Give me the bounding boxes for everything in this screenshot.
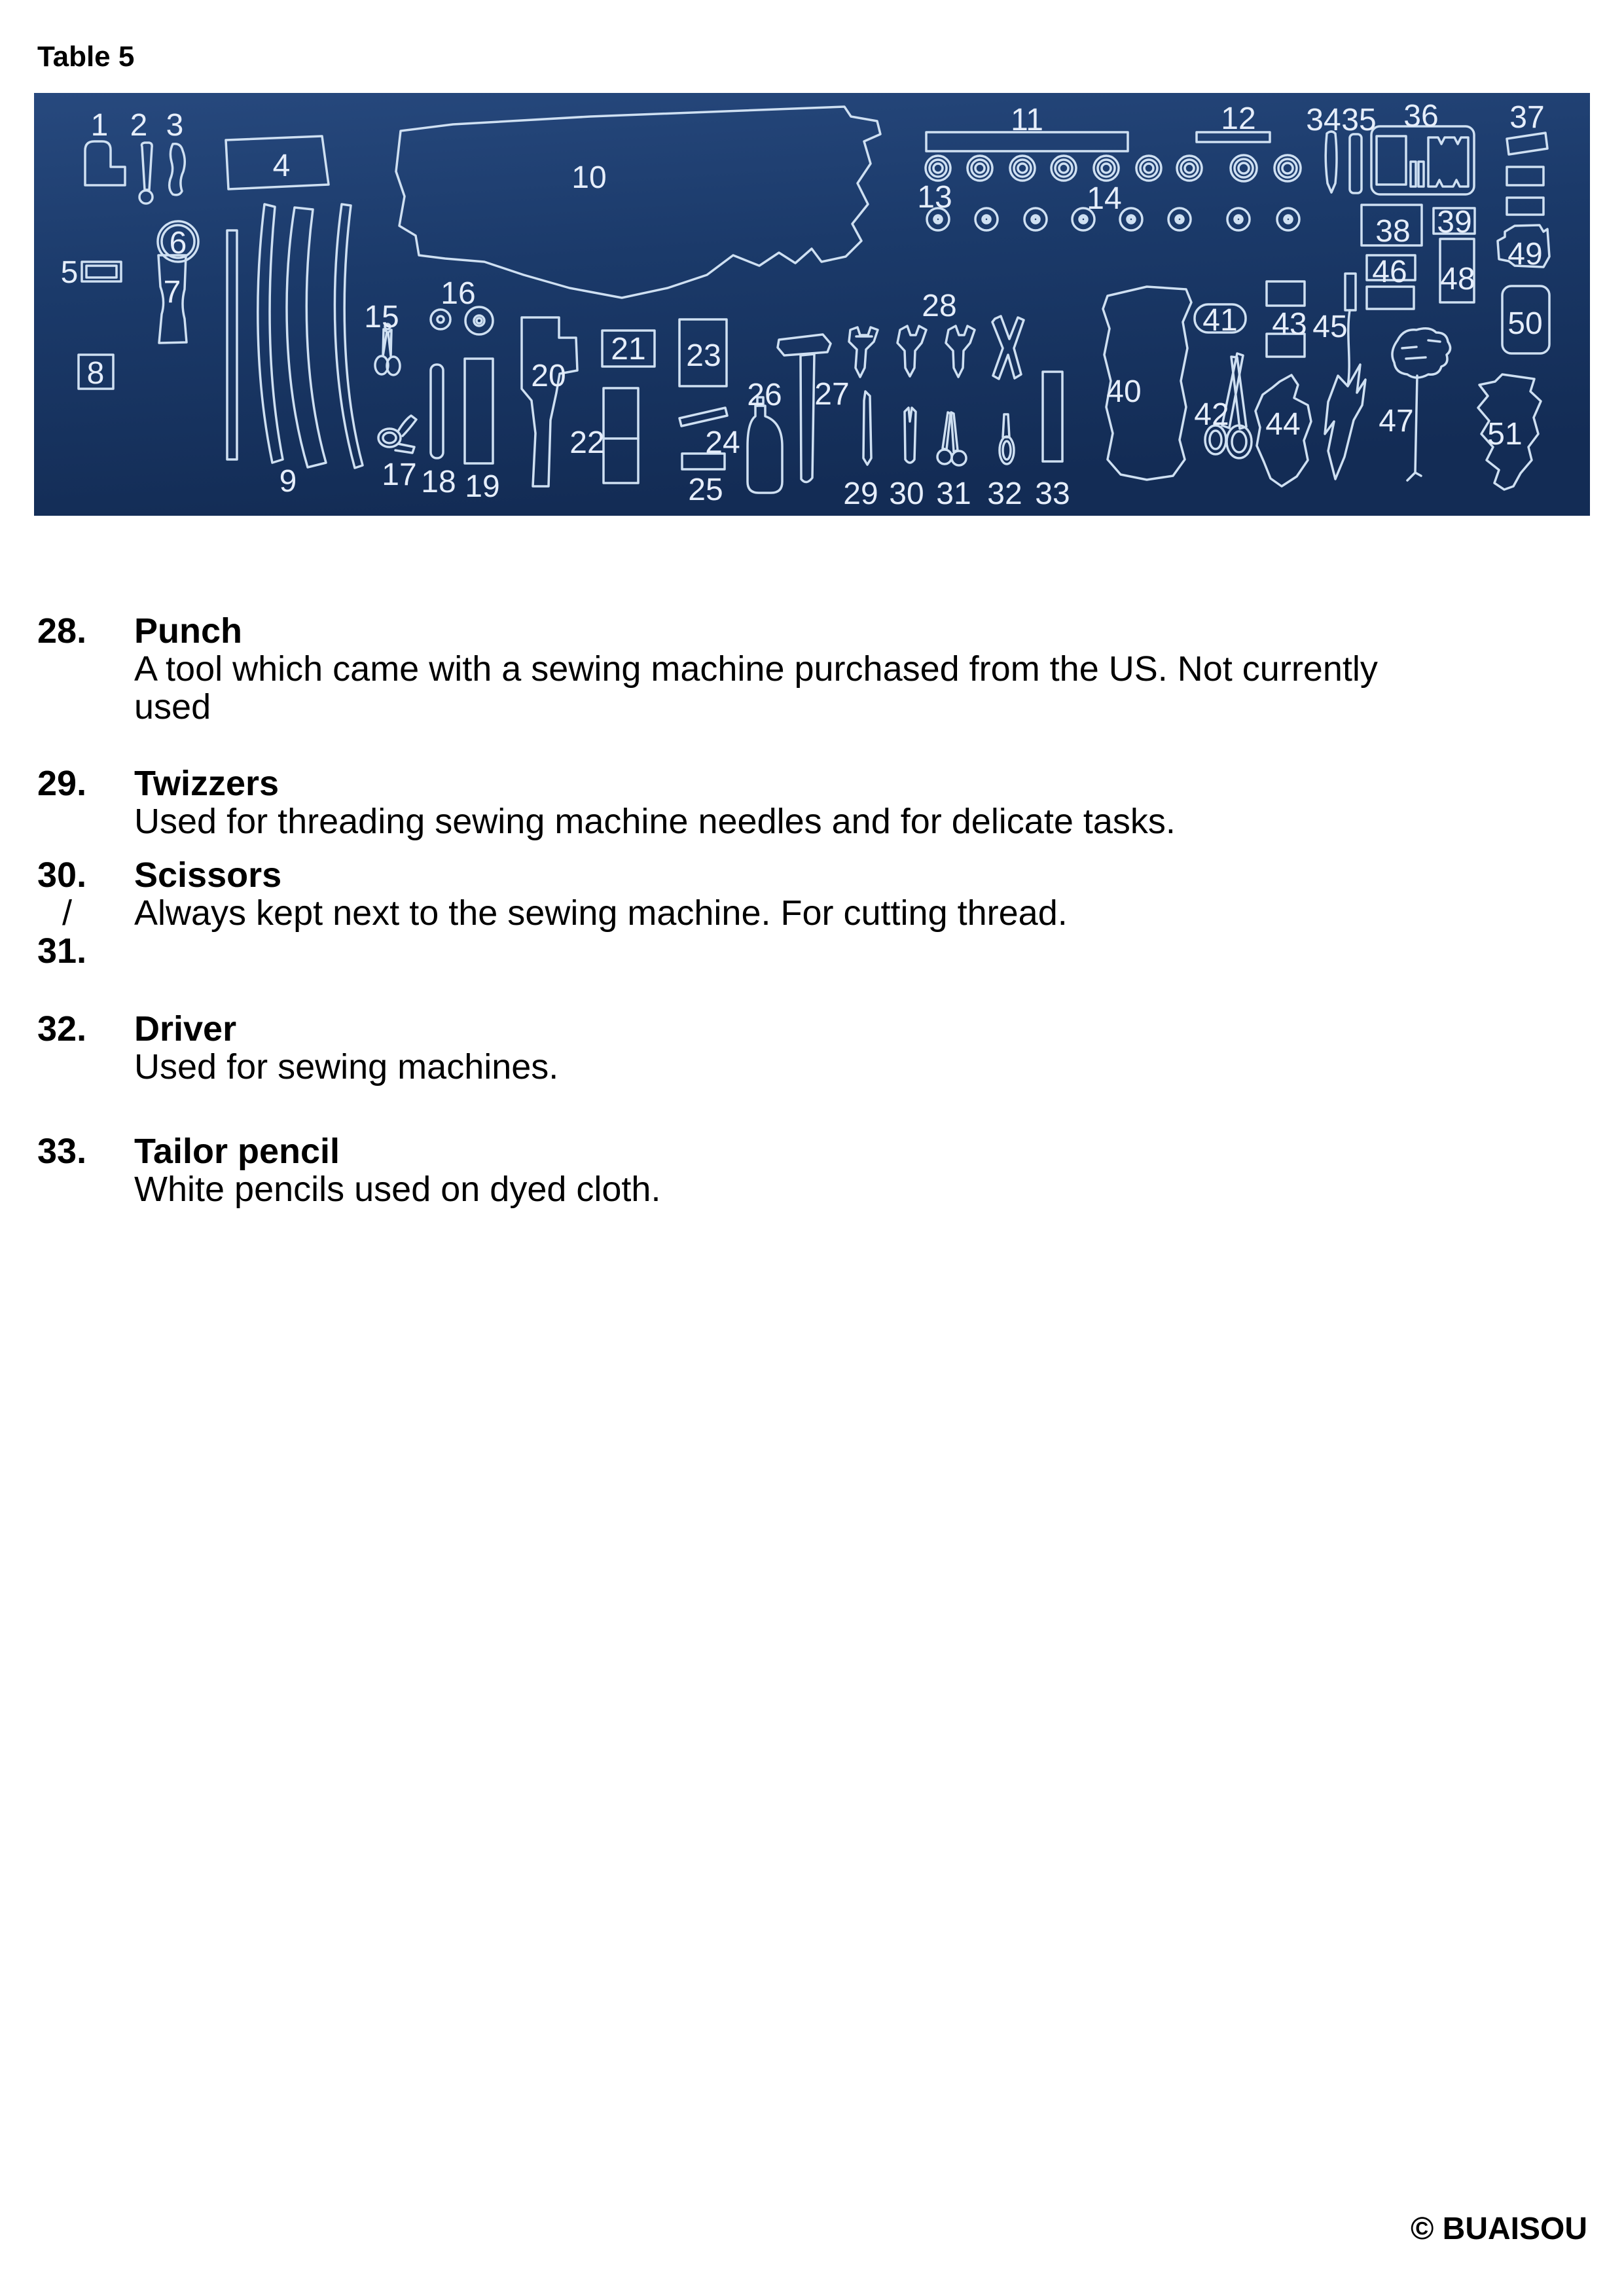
- figure-label-30: 30: [889, 476, 924, 511]
- item-description-line: Used for sewing machines.: [134, 1047, 559, 1086]
- figure-label-23: 23: [686, 338, 721, 373]
- figure-label-1: 1: [90, 108, 109, 143]
- figure-label-15: 15: [364, 300, 399, 334]
- item-text-column: [134, 856, 1569, 970]
- item-text-column: [134, 612, 1569, 726]
- item-title: Punch: [134, 611, 243, 651]
- item-number-column: [37, 1132, 134, 1208]
- list-item-29: [37, 764, 1569, 840]
- item-number-slash: /: [62, 893, 73, 933]
- item-description-line: Always kept next to the sewing machine. For cutting thread.: [134, 893, 1068, 933]
- item-number: 28.: [37, 611, 87, 651]
- figure-label-27: 27: [814, 377, 850, 412]
- tool-description-list: [37, 612, 1569, 1208]
- list-item-28: [37, 612, 1569, 726]
- figure-label-37: 37: [1509, 100, 1545, 135]
- figure-label-43: 43: [1272, 307, 1307, 342]
- figure-label-47: 47: [1379, 404, 1414, 439]
- figure-label-19: 19: [465, 469, 500, 504]
- figure-label-2: 2: [130, 108, 148, 143]
- blueprint-photo: [34, 93, 1590, 516]
- item-text-column: [134, 1132, 1569, 1208]
- item-number-column: [37, 1010, 134, 1086]
- figure-label-7: 7: [163, 275, 181, 310]
- figure-label-21: 21: [611, 332, 646, 367]
- list-item-30: [37, 856, 1569, 970]
- figure-label-29: 29: [843, 476, 878, 511]
- figure-label-10: 10: [571, 160, 607, 195]
- figure-label-44: 44: [1265, 407, 1301, 442]
- figure-label-9: 9: [279, 464, 297, 499]
- item-description-line: used: [134, 687, 211, 726]
- item-title: Scissors: [134, 855, 282, 895]
- item-number-column: [37, 612, 134, 726]
- figure-label-20: 20: [531, 359, 566, 393]
- figure-label-46: 46: [1372, 255, 1407, 289]
- item-title: Tailor pencil: [134, 1132, 340, 1171]
- figure-label-26: 26: [747, 378, 782, 412]
- figure-label-18: 18: [421, 465, 456, 499]
- figure-label-41: 41: [1202, 303, 1238, 338]
- item-text-column: [134, 764, 1569, 840]
- figure-label-24: 24: [705, 425, 740, 460]
- list-item-33: [37, 1132, 1569, 1208]
- figure-label-6: 6: [169, 226, 187, 260]
- item-title: Twizzers: [134, 764, 280, 803]
- figure-label-45: 45: [1312, 310, 1348, 344]
- figure-label-50: 50: [1507, 306, 1543, 341]
- figure-label-49: 49: [1507, 237, 1543, 272]
- item-number-column: [37, 764, 134, 840]
- item-description-line: Used for threading sewing machine needles and for delicate tasks.: [134, 802, 1176, 841]
- figure-label-51: 51: [1487, 417, 1523, 452]
- figure-label-22: 22: [569, 425, 605, 460]
- figure-label-39: 39: [1437, 205, 1472, 240]
- figure-label-17: 17: [382, 457, 417, 492]
- item-number: 31.: [37, 931, 87, 971]
- item-description-line: A tool which came with a sewing machine purchased from the US. Not currently: [134, 649, 1378, 689]
- item-number: 32.: [37, 1009, 87, 1049]
- item-title: Driver: [134, 1009, 237, 1049]
- item-description-line: White pencils used on dyed cloth.: [134, 1170, 661, 1209]
- figure-label-36: 36: [1403, 99, 1439, 134]
- figure-label-4: 4: [272, 149, 291, 183]
- figure-label-34: 34: [1306, 103, 1341, 137]
- figure-label-35: 35: [1341, 103, 1377, 137]
- item-number-column: [37, 856, 134, 970]
- figure-label-8: 8: [86, 356, 105, 391]
- figure-label-14: 14: [1087, 181, 1122, 216]
- figure-label-38: 38: [1375, 214, 1411, 249]
- item-text-column: [134, 1010, 1569, 1086]
- item-number: 30.: [37, 855, 87, 895]
- figure-label-28: 28: [922, 289, 957, 323]
- figure-label-5: 5: [60, 255, 79, 290]
- figure-label-33: 33: [1035, 476, 1070, 511]
- figure-label-42: 42: [1194, 397, 1229, 432]
- figure-label-25: 25: [688, 473, 723, 507]
- figure-label-12: 12: [1221, 101, 1256, 136]
- figure-label-11: 11: [1011, 103, 1043, 137]
- tools-blueprint-svg: [34, 93, 1590, 516]
- item-number: 29.: [37, 764, 87, 803]
- figure-label-13: 13: [917, 180, 952, 215]
- figure-label-32: 32: [987, 476, 1022, 511]
- figure-label-16: 16: [441, 276, 476, 311]
- copyright-footer: © BUAISOU: [1410, 2212, 1587, 2246]
- figure-label-40: 40: [1106, 374, 1142, 409]
- figure-label-31: 31: [936, 476, 971, 511]
- figure-label-48: 48: [1440, 262, 1475, 296]
- figure-label-3: 3: [166, 108, 184, 143]
- list-item-32: [37, 1010, 1569, 1086]
- item-number: 33.: [37, 1132, 87, 1171]
- page-title: Table 5: [37, 41, 135, 73]
